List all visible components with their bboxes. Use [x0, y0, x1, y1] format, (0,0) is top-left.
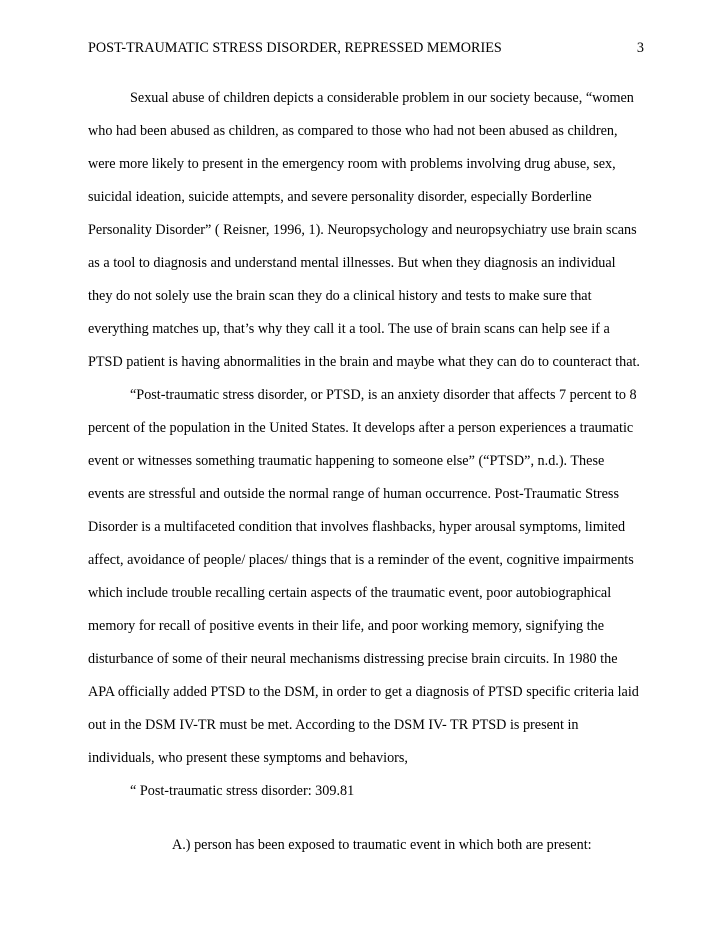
paragraph-line: memory for recall of positive events in their life, and poor working memory, signifying the — [88, 618, 605, 634]
paragraph-line: disturbance of some of their neural mechanisms distressing precise brain circuits. In 1980 the — [88, 651, 618, 667]
paragraph-line: individuals, who present these symptoms and behaviors, — [88, 750, 408, 766]
paragraph-line: which include trouble recalling certain aspects of the traumatic event, poor autobiographical — [88, 585, 612, 601]
criteria-item: A.) person has been exposed to traumatic event in which both are present: — [172, 837, 592, 853]
paragraph-line: events are stressful and outside the normal range of human occurrence. Post-Traumatic Stress — [88, 486, 619, 502]
paragraph-line: Disorder is a multifaceted condition that involves flashbacks, hyper arousal symptoms, limited — [88, 519, 626, 535]
paragraph-line: were more likely to present in the emergency room with problems involving drug abuse, sex, — [88, 156, 616, 172]
paragraph-line: as a tool to diagnosis and understand mental illnesses. But when they diagnosis an individual — [88, 255, 616, 271]
paragraph-line: event or witnesses something traumatic happening to someone else” (“PTSD”, n.d.). These — [88, 453, 605, 469]
paragraph-line: out in the DSM IV-TR must be met. According to the DSM IV- TR PTSD is present in — [88, 717, 579, 733]
paragraph-line: suicidal ideation, suicide attempts, and severe personality disorder, especially Borderline — [88, 189, 592, 205]
paragraph-line: APA officially added PTSD to the DSM, in order to get a diagnosis of PTSD specific criteria laid — [88, 684, 639, 700]
block-quote-heading: “ Post-traumatic stress disorder: 309.81 — [130, 783, 355, 799]
paragraph-line: everything matches up, that’s why they call it a tool. The use of brain scans can help see if a — [88, 321, 610, 337]
paragraph-line: PTSD patient is having abnormalities in the brain and maybe what they can do to counteract that. — [88, 354, 640, 370]
paragraph-line: percent of the population in the United States. It develops after a person experiences a traumatic — [88, 420, 634, 436]
paragraph-line: affect, avoidance of people/ places/ things that is a reminder of the event, cognitive impairments — [88, 552, 634, 568]
running-head: POST-TRAUMATIC STRESS DISORDER, REPRESSED MEMORIES — [88, 40, 502, 56]
paragraph-line: Personality Disorder” ( Reisner, 1996, 1). Neuropsychology and neuropsychiatry use brain scans — [88, 222, 637, 238]
page-number: 3 — [636, 40, 644, 56]
paragraph-line: who had been abused as children, as compared to those who had not been abused as children, — [88, 123, 618, 139]
paragraph-line: they do not solely use the brain scan they do a clinical history and tests to make sure that — [88, 288, 592, 304]
paragraph-line: “Post-traumatic stress disorder, or PTSD, is an anxiety disorder that affects 7 percent to 8 — [130, 387, 637, 403]
paragraph-line: Sexual abuse of children depicts a considerable problem in our society because, “women — [130, 90, 634, 106]
